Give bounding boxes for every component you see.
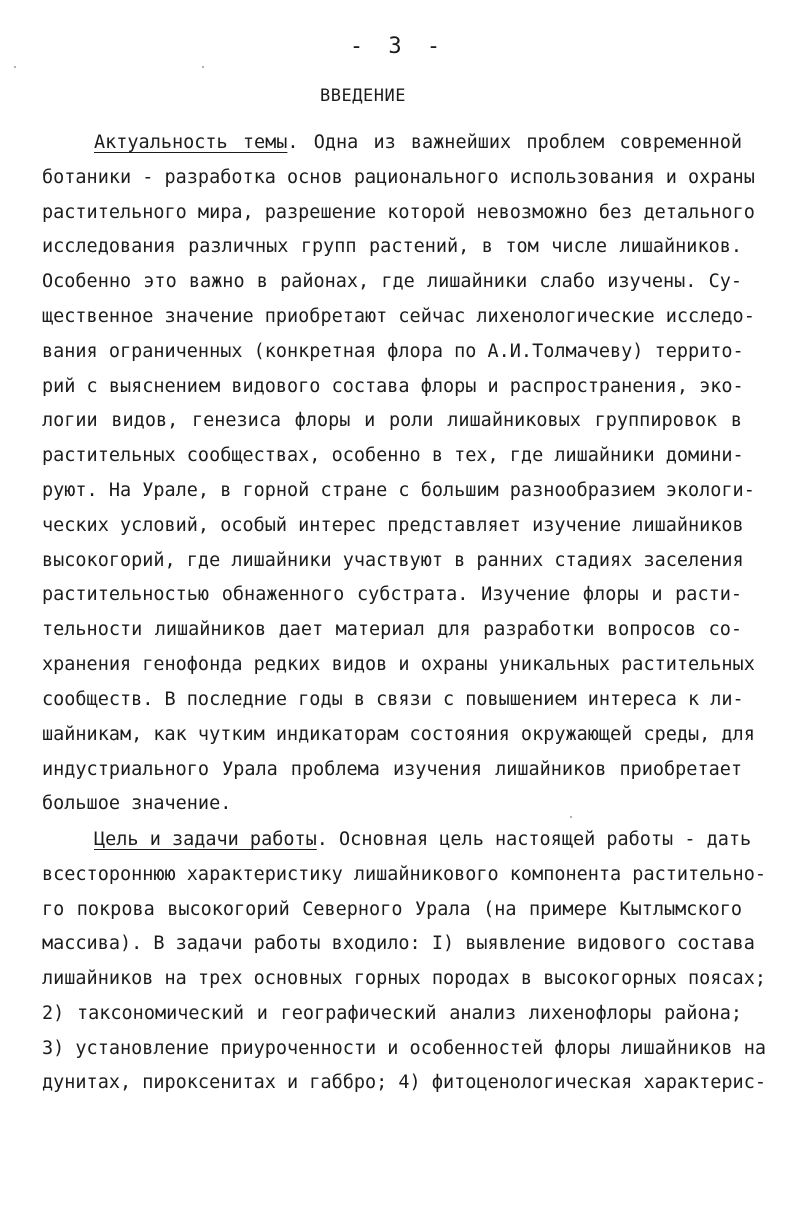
paragraph-line — [94, 823, 752, 857]
paragraph-line: го покрова высокогорий Северного Урала (на примере Кытлымского — [42, 899, 742, 920]
paragraph-line: лишайников на трех основных горных породах в высокогорных поясах; — [42, 968, 766, 989]
scan-speck — [14, 66, 16, 68]
paragraph-line: высокогорий, где лишайники участвуют в ранних стадиях заселения — [42, 550, 744, 571]
paragraph-line: дунитах, пироксенитах и габбро; 4) фитоценологическая характерис- — [42, 1072, 766, 1093]
paragraph-line: щественное значение приобретают сейчас лихенологические исследо- — [42, 306, 755, 327]
paragraph-line: растительного мира, разрешение которой невозможно без детального — [42, 202, 755, 223]
paragraph-line: рий с выяснением видового состава флоры и распространения, эко- — [42, 376, 744, 397]
paragraph-line: 2) таксономический и географический анализ лихенофлоры района; — [42, 1003, 742, 1024]
subsection-title: Актуальность темы — [94, 132, 288, 153]
paragraph-line: всестороннюю характеристику лишайникового компонента растительно- — [42, 864, 766, 885]
paragraph-line: исследования различных групп растений, в том числе лишайников. — [42, 236, 742, 257]
paragraph-line: большое значение. — [42, 793, 232, 814]
line-text: . Одна из важнейших проблем современной — [287, 132, 742, 153]
paragraph-line: индустриального Урала проблема изучения лишайников приобретает — [42, 759, 742, 780]
section-heading: ВВЕДЕНИЕ — [320, 86, 406, 106]
subsection-title: Цель и задачи работы — [94, 829, 317, 850]
paragraph-line: тельности лишайников дает материал для разработки вопросов со- — [42, 619, 742, 640]
paragraph-line: хранения генофонда редких видов и охраны уникальных растительных — [42, 654, 755, 675]
paragraph-line: массива). В задачи работы входило: I) выявление видового состава — [42, 933, 755, 954]
page-number: - 3 - — [349, 34, 447, 59]
paragraph-line: растительных сообществах, особенно в тех, где лишайники домини- — [42, 445, 744, 466]
paragraph-line: 3) установление приуроченности и особенностей флоры лишайников на — [42, 1038, 766, 1059]
paragraph-line: шайникам, как чутким индикаторам состояния окружающей среды, для — [42, 724, 755, 745]
paragraph-line — [94, 126, 742, 160]
paragraph-line: сообществ. В последние годы в связи с повышением интереса к ли- — [42, 689, 744, 710]
paragraph-line: Особенно это важно в районах, где лишайники слабо изучены. Су- — [42, 271, 742, 292]
line-text: . Основная цель настоящей работы - дать — [316, 829, 752, 850]
paragraph-line: ческих условий, особый интерес представляет изучение лишайников — [42, 515, 744, 536]
paragraph-line: логии видов, генезиса флоры и роли лишайниковых группировок в — [42, 410, 742, 431]
paragraph-line: вания ограниченных (конкретная флора по А.И.Толмачеву) террито- — [42, 341, 744, 362]
paragraph-line: растительностью обнаженного субстрата. Изучение флоры и расти- — [42, 584, 742, 605]
scan-speck — [202, 66, 204, 68]
paragraph-line: ботаники - разработка основ рационального использования и охраны — [42, 167, 755, 188]
paragraph-line: руют. На Урале, в горной стране с большим разнообразием экологи- — [42, 480, 755, 501]
